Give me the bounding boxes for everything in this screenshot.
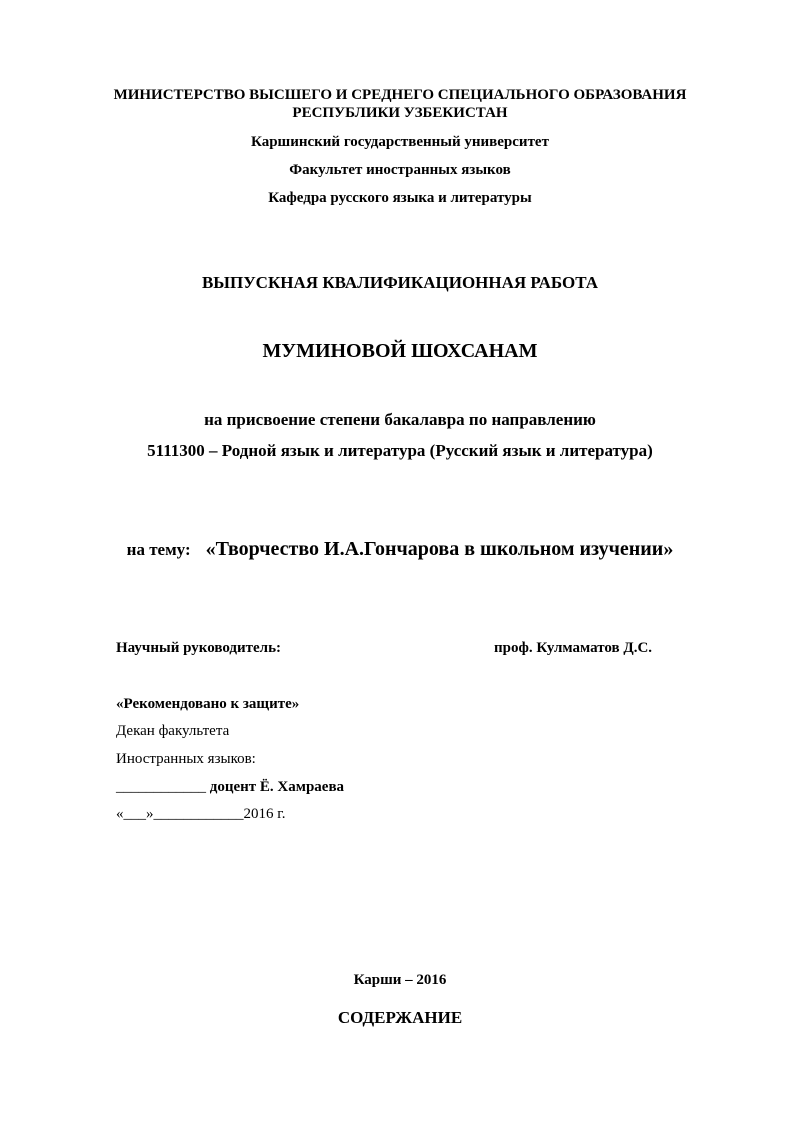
work-type-title: ВЫПУСКНАЯ КВАЛИФИКАЦИОННАЯ РАБОТА (201, 273, 599, 292)
recommended-label: «Рекомендовано к защите» (116, 696, 300, 712)
date-line: «___»____________2016 г. (116, 806, 286, 822)
faculty-name: Факультет иностранных языков (289, 162, 511, 178)
contents-heading: СОДЕРЖАНИЕ (337, 1008, 463, 1027)
topic-label: на тему: (126, 540, 191, 559)
dean-title-line-1: Декан факультета (116, 723, 230, 739)
author-name: МУМИНОВОЙ ШОХСАНАМ (262, 340, 538, 362)
ministry-line-2: РЕСПУБЛИКИ УЗБЕКИСТАН (292, 105, 508, 121)
department-name: Кафедра русского языка и литературы (268, 190, 532, 206)
topic-line (0, 538, 800, 561)
direction-line: 5111300 – Родной язык и литература (Русский язык и литература) (147, 441, 653, 460)
university-name: Каршинский государственный университет (251, 134, 549, 150)
ministry-line-1: МИНИСТЕРСТВО ВЫСШЕГО И СРЕДНЕГО СПЕЦИАЛЬНОГО ОБРАЗОВАНИЯ (113, 87, 687, 103)
signature-blank: ____________ (116, 779, 206, 795)
supervisor-name: проф. Кулмаматов Д.С. (494, 640, 653, 656)
city-year: Карши – 2016 (353, 972, 447, 988)
ministry-heading (0, 86, 800, 122)
dean-title-line-2: Иностранных языков: (116, 751, 256, 767)
signatory-name: доцент Ё. Хамраева (209, 779, 345, 795)
signature-line (116, 779, 344, 796)
degree-line: на присвоение степени бакалавра по направлению (204, 410, 596, 429)
supervisor-label: Научный руководитель: (116, 640, 281, 656)
topic-title: «Творчество И.А.Гончарова в школьном изучении» (205, 538, 674, 560)
